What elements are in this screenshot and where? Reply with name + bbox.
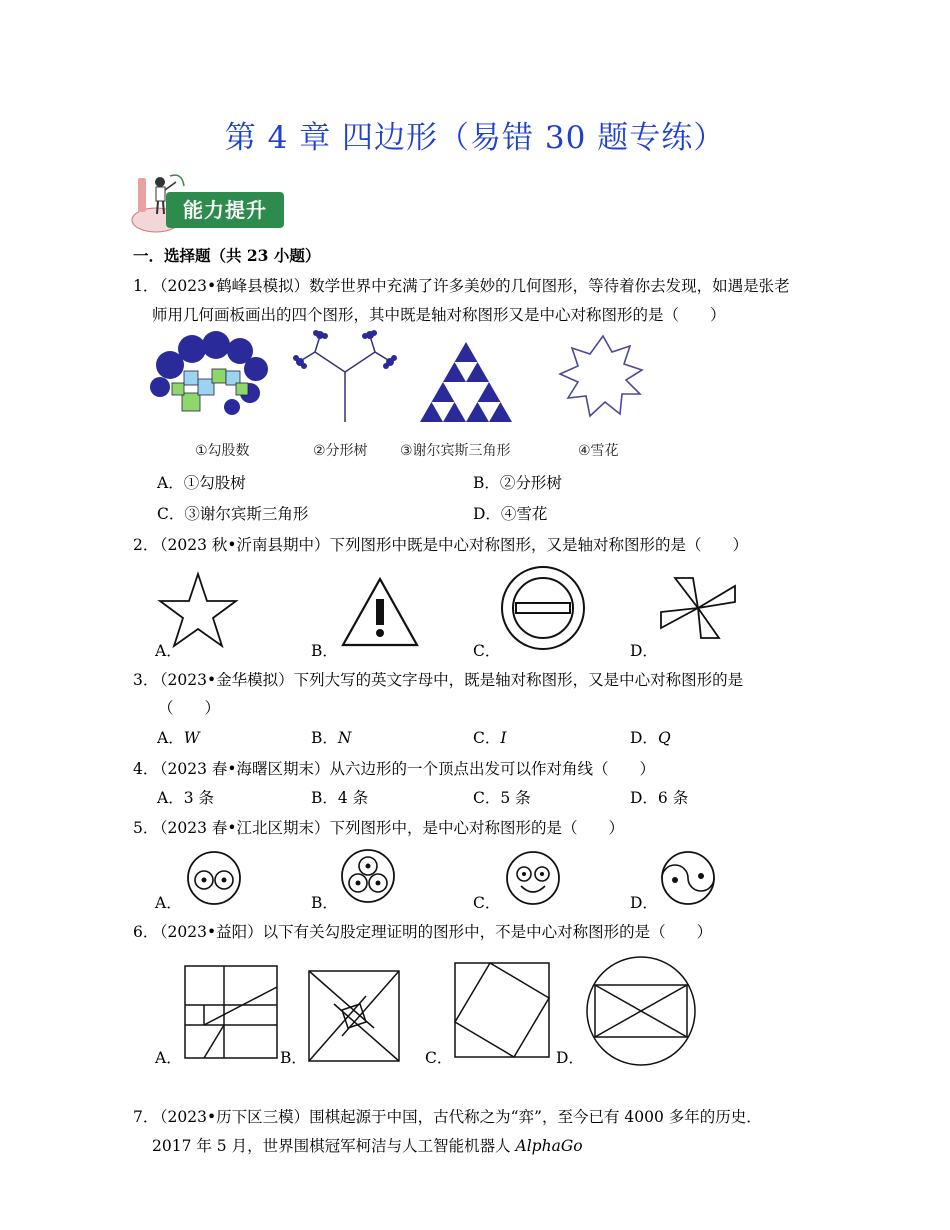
q7-number: 7． [133,1108,159,1126]
q1-caption-1: ①勾股数 [195,443,250,459]
q3-text-line1: （2023•金华模拟）下列大写的英文字母中，既是轴对称图形，又是中心对称图形的是 [152,671,744,689]
q1-caption-2: ②分形树 [313,443,368,459]
q3-number: 3． [133,671,159,689]
q2-pinwheel-icon [655,572,741,644]
q2-warning-triangle-icon [340,575,420,649]
q6-option-a[interactable]: A． [155,1049,182,1067]
q1-text-line1: （2023•鹤峰县模拟）数学世界中充满了许多美妙的几何图形，等待着你去发现，如遇是张老 [152,277,790,295]
q2-option-c[interactable]: C． [473,642,501,660]
q6-figure-c [454,962,550,1058]
q5-option-c[interactable]: C． [473,894,501,912]
q6-text: （2023•益阳）以下有关勾股定理证明的图形中，不是中心对称图形的是（ ） [152,923,713,941]
q5-text: （2023 春•江北区期末）下列图形中，是中心对称图形的是（ ） [152,819,625,837]
ability-badge [130,172,288,234]
q3-option-d[interactable]: D．Q [630,729,671,747]
q1-caption-3: ③谢尔宾斯三角形 [400,443,511,459]
q7-text-line1: （2023•历下区三模）围棋起源于中国，古代称之为“弈”，至今已有 4000 多年的历史． [152,1108,762,1126]
q6-number: 6． [133,923,159,941]
q1-figure-sierpinski-triangle [418,340,514,424]
q1-option-a[interactable]: A．①勾股树 [157,474,246,492]
q1-caption-4: ④雪花 [578,443,619,459]
q3-text-line2: （ ） [158,699,221,717]
q3-option-b[interactable]: B．N [311,729,352,747]
q2-option-b[interactable]: B． [311,642,338,660]
q6-option-b[interactable]: B． [280,1049,307,1067]
q6-figure-d [585,955,697,1067]
q4-option-b[interactable]: B．4 条 [311,789,369,807]
q1-option-b[interactable]: B．②分形树 [473,474,562,492]
q4-option-d[interactable]: D．6 条 [630,789,689,807]
q5-smiley-icon [505,850,561,906]
q1-figure-fractal-tree [290,330,400,425]
q4-option-c[interactable]: C．5 条 [473,789,531,807]
q1-figure-pythagoras-tree [150,335,270,425]
page-title: 第 4 章 四边形（易错 30 题专练） [224,120,726,156]
q2-star-icon [158,572,238,648]
q6-figure-a [184,965,278,1059]
q6-option-c[interactable]: C． [425,1049,453,1067]
q1-text-line2: 师用几何画板画出的四个图形，其中既是轴对称图形又是中心对称图形的是（ ） [152,306,726,324]
section-heading: 一．选择题（共 23 小题） [133,246,321,265]
q3-option-c[interactable]: C．I [473,729,507,747]
q2-number: 2． [133,536,159,554]
q4-option-a[interactable]: A．3 条 [157,789,214,807]
q5-number: 5． [133,819,159,837]
q1-figure-koch-snowflake [550,332,656,424]
q5-yin-yang-icon [660,850,716,906]
q2-option-d[interactable]: D． [630,642,658,660]
q1-option-c[interactable]: C．③谢尔宾斯三角形 [157,505,309,523]
q5-option-a[interactable]: A． [155,894,182,912]
q2-no-entry-circle-icon [500,565,586,651]
q5-circle-eyes-icon [186,850,242,906]
q6-option-d[interactable]: D． [556,1049,584,1067]
q2-option-a[interactable]: A． [155,642,182,660]
q5-option-d[interactable]: D． [630,894,658,912]
q1-number: 1． [133,277,159,295]
q7-text-line2: 2017 年 5 月，世界围棋冠军柯洁与人工智能机器人 AlphaGo [152,1137,583,1155]
q5-three-circles-icon [340,848,396,904]
q3-option-a[interactable]: A．W [157,729,200,747]
q6-figure-b [308,970,400,1062]
q5-option-b[interactable]: B． [311,894,338,912]
badge-label: 能力提升 [166,192,284,228]
q1-option-d[interactable]: D．④雪花 [473,505,548,523]
q4-text: （2023 春•海曙区期末）从六边形的一个顶点出发可以作对角线（ ） [152,760,656,778]
q2-text: （2023 秋•沂南县期中）下列图形中既是中心对称图形，又是轴对称图形的是（ ） [152,536,749,554]
q4-number: 4． [133,760,159,778]
